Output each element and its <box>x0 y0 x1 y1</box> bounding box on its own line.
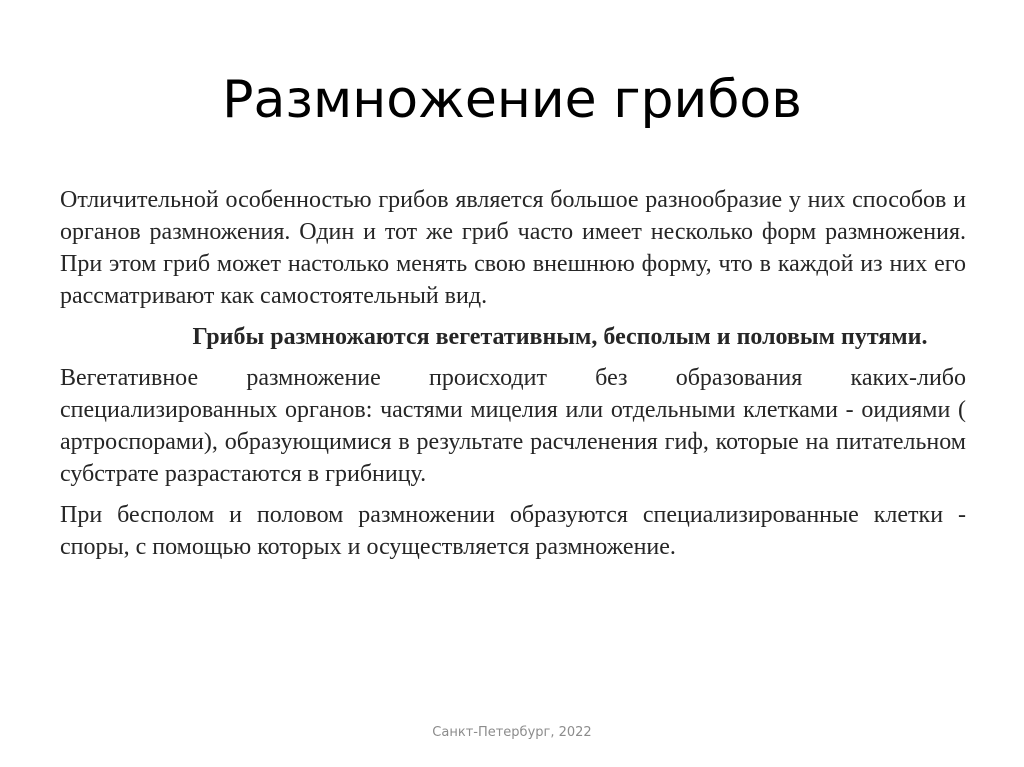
paragraph-spores: При бесполом и половом размножении образуются специализированные клетки - споры, с помощью которых и осуществляется размножение. <box>60 502 966 560</box>
paragraph-intro: Отличительной особенностью грибов является большое разнообразие у них способов и органов размножения. Один и тот же гриб часто имеет несколько форм размножения. При этом гриб может настолько менять свою внешнюю форму, что в каждой из них его рассматривают как самостоятельный вид. <box>60 187 966 309</box>
paragraph-emphasis: Грибы размножаются вегетативным, бесполым и половым путями. <box>192 324 928 350</box>
slide-title: Размножение грибов <box>222 70 802 130</box>
paragraph-vegetative: Вегетативное размножение происходит без образования каких-либо специализированных органов: частями мицелия или отдельными клетками - оидиями ( артроспорами), образующимися в результате расчленения гиф, которые на питательном субстрате разрастаются в грибницу. <box>60 365 966 487</box>
slide-body <box>60 184 966 572</box>
slide-footer: Санкт-Петербург, 2022 <box>432 725 592 740</box>
